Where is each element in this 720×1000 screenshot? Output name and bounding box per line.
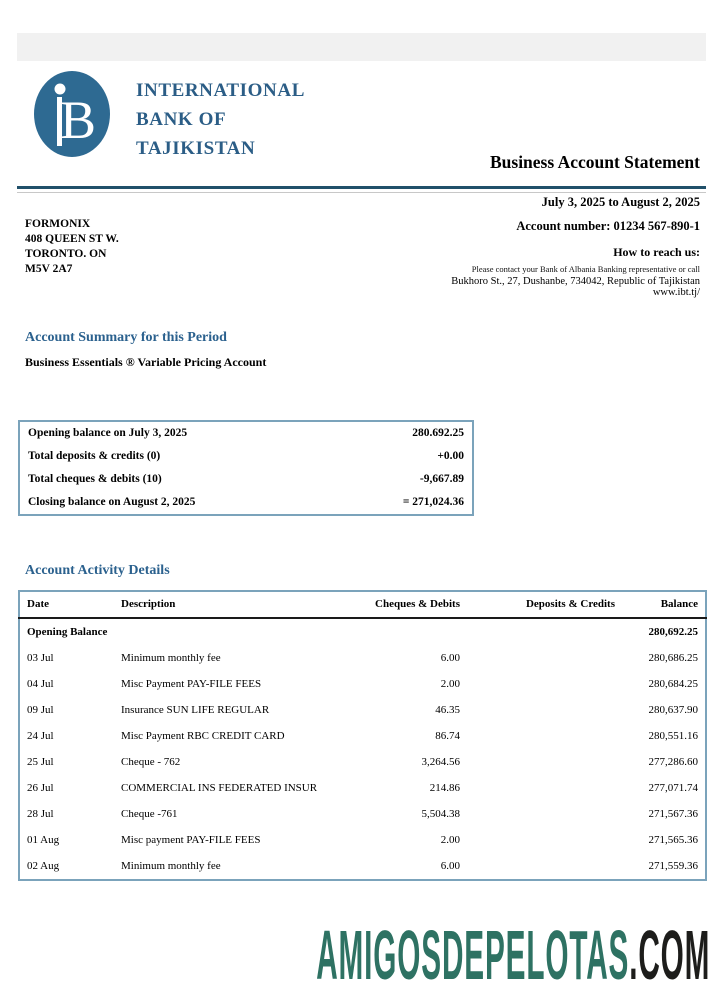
- contact-website: www.ibt.tj/: [652, 287, 700, 298]
- cell-debit: 214.86: [429, 782, 460, 794]
- site-watermark: [315, 916, 710, 994]
- cell-description: Insurance SUN LIFE REGULAR: [121, 704, 270, 716]
- statement-title: Business Account Statement: [489, 152, 700, 172]
- cell-description: Cheque - 762: [121, 756, 181, 768]
- opening-balance-label: Opening Balance: [27, 626, 108, 638]
- cell-date: 02 Aug: [27, 860, 60, 872]
- summary-label: Total cheques & debits (10): [28, 473, 162, 485]
- recipient-name: FORMONIX: [25, 218, 91, 230]
- summary-value: 280.692.25: [412, 427, 464, 439]
- col-header-balance: Balance: [622, 591, 706, 618]
- cell-date: 26 Jul: [27, 782, 54, 794]
- summary-value: +0.00: [437, 450, 464, 462]
- summary-value: -9,667.89: [419, 473, 464, 485]
- cell-date: 25 Jul: [27, 756, 54, 768]
- cell-credit: [467, 827, 622, 853]
- table-row: [19, 827, 706, 853]
- opening-balance-value: 280,692.25: [648, 626, 698, 638]
- summary-table: [20, 422, 472, 514]
- activity-header-row: [19, 591, 706, 618]
- table-row: [19, 645, 706, 671]
- cell-balance: 271,567.36: [648, 808, 698, 820]
- table-row: [19, 671, 706, 697]
- cell-debit: 6.00: [440, 652, 460, 664]
- summary-row: [20, 468, 472, 491]
- table-row: [19, 775, 706, 801]
- cell-description: Minimum monthly fee: [121, 652, 221, 664]
- col-header-description: Description: [114, 591, 354, 618]
- cell-description: Cheque -761: [121, 808, 178, 820]
- cell-credit: [467, 801, 622, 827]
- cell-credit: [467, 723, 622, 749]
- summary-label: Total deposits & credits (0): [28, 450, 161, 462]
- cell-balance: 280,551.16: [648, 730, 698, 742]
- cell-date: 09 Jul: [27, 704, 54, 716]
- table-row: [19, 749, 706, 775]
- watermark-primary: AMIGOSDEPELOTAS: [315, 916, 629, 994]
- cell-description: Misc Payment RBC CREDIT CARD: [121, 730, 285, 742]
- cell-date: 03 Jul: [27, 652, 54, 664]
- cell-debit: 5,504.38: [421, 808, 460, 820]
- header-rule: [17, 186, 706, 189]
- col-header-credits: Deposits & Credits: [467, 591, 622, 618]
- cell-balance: 280,637.90: [648, 704, 698, 716]
- bank-name: [136, 76, 305, 163]
- cell-description: COMMERCIAL INS FEDERATED INSUR: [121, 782, 318, 794]
- watermark-suffix: .COM: [628, 916, 710, 994]
- bank-name-line: BANK OF: [136, 109, 227, 130]
- table-row: [19, 853, 706, 880]
- cell-debit: 86.74: [435, 730, 460, 742]
- recipient-address-block: [25, 217, 119, 277]
- logo-monogram-letter: B: [60, 90, 97, 150]
- cell-debit: 2.00: [440, 834, 460, 846]
- contact-address: Bukhoro St., 27, Dushanbe, 734042, Republic of Tajikistan: [451, 276, 700, 287]
- summary-row: [20, 422, 472, 445]
- table-row: [19, 801, 706, 827]
- bank-logo: [33, 70, 111, 158]
- contact-heading: How to reach us:: [613, 245, 700, 259]
- cell-balance: 280,686.25: [648, 652, 698, 664]
- cell-credit: [467, 749, 622, 775]
- product-name: Business Essentials ® Variable Pricing Account: [25, 355, 267, 369]
- cell-balance: 271,559.36: [648, 860, 698, 872]
- table-row: [19, 723, 706, 749]
- cell-credit: [467, 645, 622, 671]
- cell-balance: 277,286.60: [648, 756, 698, 768]
- cell-description: Minimum monthly fee: [121, 860, 221, 872]
- cell-description: Misc Payment PAY-FILE FEES: [121, 678, 262, 690]
- table-row: [19, 697, 706, 723]
- cell-credit: [467, 775, 622, 801]
- statement-period: July 3, 2025 to August 2, 2025: [541, 195, 700, 209]
- col-header-date: Date: [19, 591, 114, 618]
- cell-date: 24 Jul: [27, 730, 54, 742]
- contact-note: Please contact your Bank of Albania Banking representative or call: [471, 264, 700, 274]
- cell-balance: 271,565.36: [648, 834, 698, 846]
- cell-debit: 6.00: [440, 860, 460, 872]
- header-rule-shadow: [17, 192, 706, 193]
- cell-description: Misc payment PAY-FILE FEES: [121, 834, 261, 846]
- summary-heading: Account Summary for this Period: [25, 330, 227, 345]
- top-gray-bar: [17, 33, 706, 61]
- recipient-address-line: M5V 2A7: [25, 263, 73, 275]
- cell-credit: [467, 853, 622, 880]
- cell-balance: 280,684.25: [648, 678, 698, 690]
- bank-name-line: INTERNATIONAL: [136, 80, 305, 101]
- cell-debit: 3,264.56: [421, 756, 460, 768]
- cell-debit: 2.00: [440, 678, 460, 690]
- cell-date: 04 Jul: [27, 678, 54, 690]
- summary-label: Opening balance on July 3, 2025: [28, 427, 188, 439]
- summary-label: Closing balance on August 2, 2025: [28, 496, 196, 508]
- account-number: Account number: 01234 567-890-1: [516, 219, 700, 233]
- cell-debit: 46.35: [435, 704, 460, 716]
- activity-heading: Account Activity Details: [25, 563, 170, 578]
- contact-block: [451, 245, 700, 298]
- summary-row: [20, 491, 472, 514]
- summary-table-border: [18, 420, 474, 516]
- col-header-debits: Cheques & Debits: [354, 591, 467, 618]
- cell-date: 28 Jul: [27, 808, 54, 820]
- recipient-address-line: 408 QUEEN ST W.: [25, 233, 119, 245]
- activity-table: [18, 590, 707, 881]
- cell-credit: [467, 671, 622, 697]
- recipient-address-line: TORONTO. ON: [25, 248, 107, 260]
- cell-date: 01 Aug: [27, 834, 60, 846]
- bank-name-line: TAJIKISTAN: [136, 138, 256, 159]
- summary-row: [20, 445, 472, 468]
- cell-balance: 277,071.74: [648, 782, 698, 794]
- opening-balance-row: [19, 618, 706, 645]
- summary-value: = 271,024.36: [402, 496, 464, 508]
- cell-credit: [467, 697, 622, 723]
